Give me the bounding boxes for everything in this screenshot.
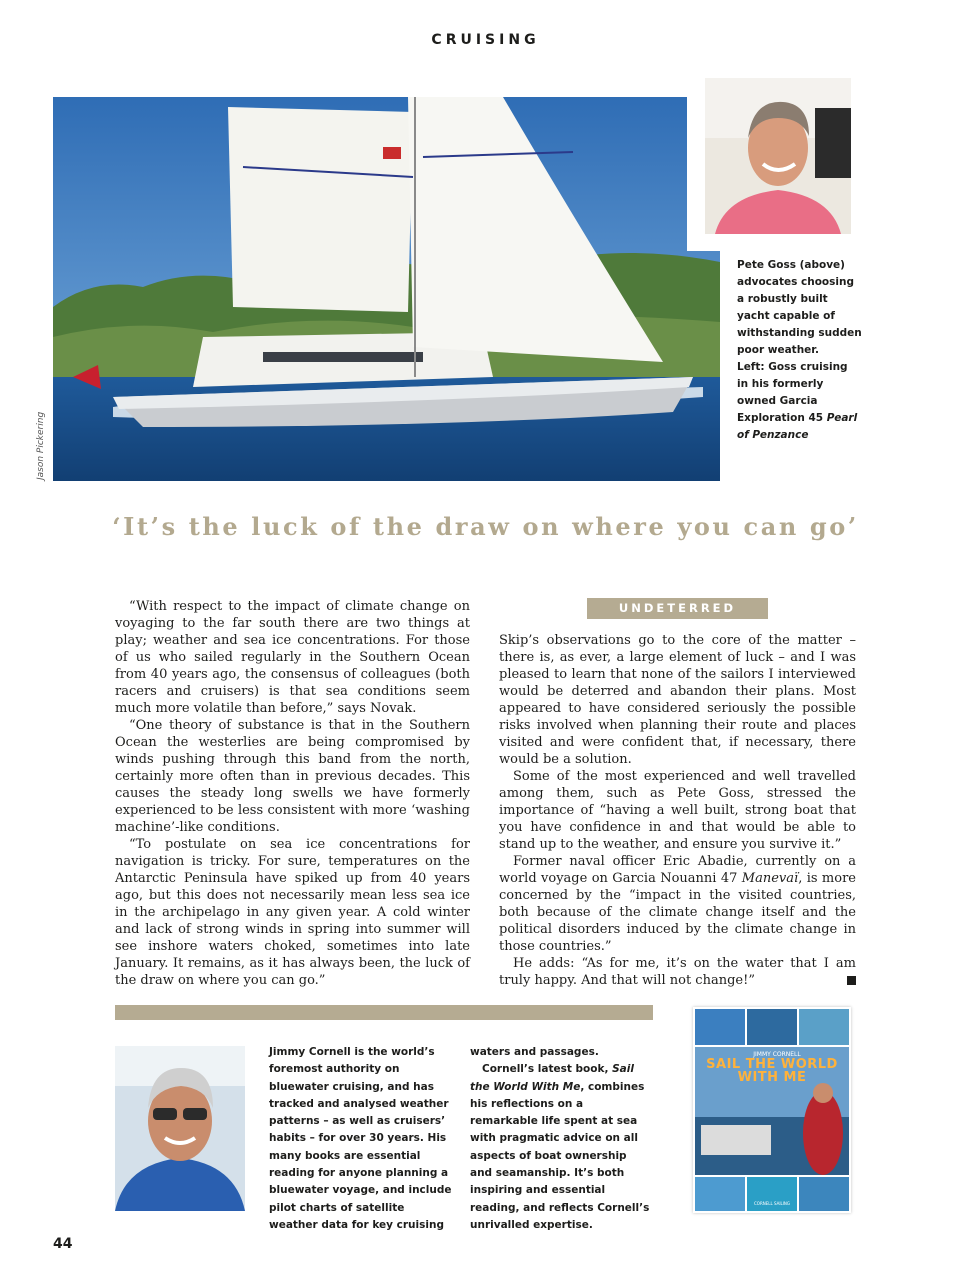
subhead-undeterred: UNDETERRED — [587, 598, 768, 619]
book-cover-title: SAIL THE WORLD WITH ME — [706, 1057, 838, 1085]
paragraph: Some of the most experienced and well travelled among them, such as Pete Goss, stressed the importance of “having a well built, strong boat that you have confidence in and that would be able to stand up to the weather, and ensure you survive it.” — [499, 769, 856, 852]
paragraph — [499, 955, 856, 989]
pull-quote: ‘It’s the luck of the draw on where you can go’ — [112, 512, 859, 541]
book-publisher: CORNELL SAILING — [754, 1201, 790, 1206]
pete-goss-portrait — [705, 78, 851, 234]
right-column — [499, 632, 856, 989]
bio-paragraph: Jimmy Cornell is the world’s foremost authority on bluewater cruising, and has tracked and analysed weather patterns – as well as cruisers’ habits – for over 30 years. His many books are essential reading for anyone planning a bluewater voyage, and include pilot charts of satellite weather data for key cruising — [269, 1046, 452, 1231]
book-cover — [693, 1007, 851, 1213]
bio-column-2 — [470, 1044, 650, 1234]
photo-caption — [737, 257, 862, 444]
caption-line2: Left: Goss cruising in his formerly owned Garcia Exploration 45 — [737, 361, 848, 424]
paragraph: Skip’s observations go to the core of the matter – there is, as ever, a large element of luck – and I was pleased to learn that none of the sailors I interviewed would be deterred and abandon their plans. Most appeared to have considered seriously the possible risks involved when planning their route and places visited and were confident that, if necessary, there would be a solution. — [499, 633, 856, 767]
end-mark-icon — [847, 976, 856, 985]
left-column — [115, 598, 470, 989]
section-label: CRUISING — [431, 32, 540, 48]
bio-paragraph: waters and passages. — [470, 1046, 599, 1058]
paragraph: “To postulate on sea ice concentrations for navigation is tricky. For sure, temperatures on the Antarctic Peninsula have spiked up from 40 years ago, but this does not necessarily mean less sea ice in the archipelago in any given year. A cold winter and lack of strong winds in spring into summer will see inshore waters choked, sometimes into late January. It remains, as it has always been, the luck of the draw on where you can go.” — [115, 837, 470, 988]
bio-paragraph — [470, 1061, 650, 1234]
caption-line1: Pete Goss (above) advocates choosing a robustly built yacht capable of withstanding sudden poor weather. — [737, 259, 862, 356]
p3-after: , is more concerned by the “impact in the visited countries, both because of the climate change itself and the political disorders induced by the climate change in those countries.” — [499, 871, 856, 954]
bio-divider-bar — [115, 1005, 653, 1020]
boat-name: Manevaï — [741, 871, 799, 886]
bio-column-1 — [269, 1044, 452, 1234]
jimmy-cornell-portrait — [115, 1046, 245, 1211]
bio-text: , combines his reflections on a remarkable life spent at sea with pragmatic advice on all aspects of boat ownership and seamanship. It’s both inspiring and essential reading, and reflects Cornell’s unrivalled expertise. — [470, 1080, 650, 1231]
paragraph: “One theory of substance is that in the Southern Ocean the westerlies are being compromised by winds pushing through this band from the north, certainly more often than in previous decades. This causes the steady long swells we have formerly experienced to be less consistent with more ‘washing machine’-like conditions. — [115, 718, 470, 835]
page-number: 44 — [53, 1236, 73, 1252]
paragraph — [499, 853, 856, 955]
caption-boat-name: Pearl of Penzance — [737, 412, 858, 441]
book-author: JIMMY CORNELL — [753, 1051, 801, 1058]
book-title-text: Sail the World With Me — [470, 1063, 634, 1093]
photo-credit: Jason Pickering — [36, 411, 46, 480]
p4-text: He adds: “As for me, it’s on the water that I am truly happy. And that will not change!” — [499, 956, 856, 988]
bio-text: Cornell’s latest book, — [482, 1063, 613, 1076]
paragraph: “With respect to the impact of climate change on voyaging to the far south there are two things at play; weather and sea ice concentrations. For those of us who sailed regularly in the Southern Ocean from 40 years ago, the consensus of colleagues (both racers and cruisers) is that sea conditions seem much more volatile than before,” says Novak. — [115, 599, 470, 716]
yacht-photo — [53, 97, 720, 481]
p3-before: Former naval officer Eric Abadie, currently on a world voyage on Garcia Nouanni 47 — [499, 854, 856, 886]
